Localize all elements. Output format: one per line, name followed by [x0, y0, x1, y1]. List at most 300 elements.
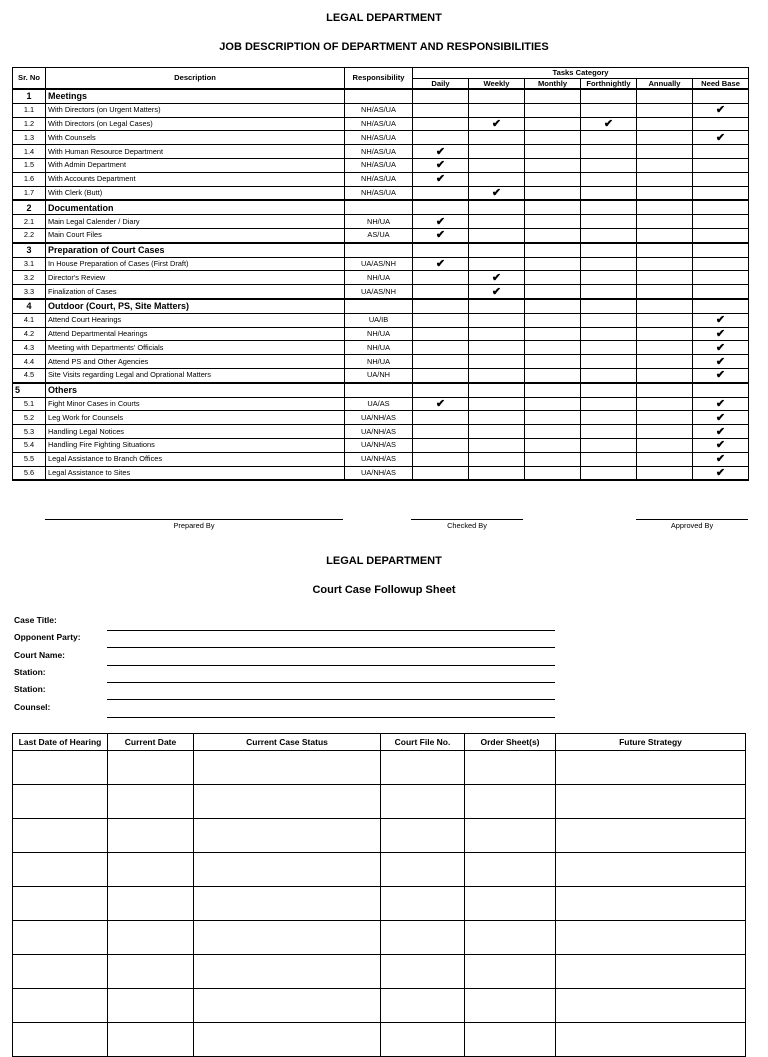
empty-cell — [693, 228, 749, 242]
empty-cell — [525, 271, 581, 285]
empty-cell — [637, 368, 693, 382]
followup-cell[interactable] — [556, 819, 746, 853]
task-number: 1.3 — [13, 131, 46, 145]
section-row — [13, 200, 749, 214]
task-number: 2.2 — [13, 228, 46, 242]
followup-cell[interactable] — [556, 989, 746, 1023]
checkmark-icon: ✔ — [413, 145, 469, 159]
checkmark-icon: ✔ — [469, 285, 525, 299]
task-responsibility: AS/UA — [345, 228, 413, 242]
followup-cell[interactable] — [381, 785, 465, 819]
task-responsibility: UA/NH/AS — [345, 466, 413, 480]
task-number: 4.2 — [13, 327, 46, 341]
empty-cell — [693, 186, 749, 200]
followup-cell[interactable] — [108, 751, 194, 785]
task-number: 3.1 — [13, 257, 46, 271]
empty-cell — [525, 228, 581, 242]
checkmark-icon: ✔ — [693, 341, 749, 355]
empty-cell — [469, 466, 525, 480]
checkmark-icon: ✔ — [693, 131, 749, 145]
followup-cell[interactable] — [108, 887, 194, 921]
task-responsibility: UA/AS — [345, 397, 413, 411]
empty-cell — [525, 215, 581, 229]
task-row — [13, 438, 749, 452]
empty-cell — [525, 327, 581, 341]
header-description: Description — [46, 68, 345, 90]
followup-cell[interactable] — [13, 751, 108, 785]
followup-department-title: LEGAL DEPARTMENT — [326, 555, 442, 567]
task-number: 4.5 — [13, 368, 46, 382]
followup-cell[interactable] — [556, 853, 746, 887]
empty-cell — [637, 257, 693, 271]
empty-cell — [525, 383, 581, 397]
header-category: Monthly — [525, 79, 581, 90]
empty-cell — [693, 299, 749, 313]
empty-cell — [469, 411, 525, 425]
task-responsibility: UA/NH/AS — [345, 452, 413, 466]
checked-by-signature: Checked By — [411, 519, 523, 530]
followup-cell[interactable] — [194, 989, 381, 1023]
followup-cell[interactable] — [381, 921, 465, 955]
checkmark-icon: ✔ — [693, 411, 749, 425]
checkmark-icon: ✔ — [469, 271, 525, 285]
section-row — [13, 383, 749, 397]
empty-cell — [637, 172, 693, 186]
task-number: 1.7 — [13, 186, 46, 200]
empty-cell — [413, 131, 469, 145]
followup-cell[interactable] — [13, 819, 108, 853]
field-label: Counsel: — [14, 701, 51, 712]
empty-cell — [581, 327, 637, 341]
followup-cell[interactable] — [194, 921, 381, 955]
empty-cell — [413, 313, 469, 327]
task-description: With Admin Department — [46, 158, 345, 172]
empty-cell — [345, 243, 413, 257]
followup-cell[interactable] — [108, 853, 194, 887]
empty-cell — [413, 438, 469, 452]
empty-cell — [469, 397, 525, 411]
task-row — [13, 452, 749, 466]
checkmark-icon: ✔ — [693, 425, 749, 439]
empty-cell — [693, 158, 749, 172]
empty-cell — [469, 215, 525, 229]
followup-cell[interactable] — [194, 751, 381, 785]
empty-cell — [345, 299, 413, 313]
section-title: Meetings — [46, 89, 345, 103]
followup-cell[interactable] — [381, 751, 465, 785]
followup-cell[interactable] — [465, 955, 556, 989]
checkmark-icon: ✔ — [413, 397, 469, 411]
followup-cell[interactable] — [465, 853, 556, 887]
empty-cell — [637, 452, 693, 466]
task-number: 5.2 — [13, 411, 46, 425]
task-row — [13, 425, 749, 439]
field-underline[interactable] — [107, 630, 555, 631]
field-underline[interactable] — [107, 717, 555, 718]
task-number: 1.4 — [13, 145, 46, 159]
task-number: 1.6 — [13, 172, 46, 186]
empty-cell — [469, 103, 525, 117]
section-row — [13, 299, 749, 313]
checkmark-icon: ✔ — [693, 397, 749, 411]
empty-cell — [525, 243, 581, 257]
empty-cell — [637, 327, 693, 341]
task-number: 5.5 — [13, 452, 46, 466]
field-label: Station: — [14, 666, 46, 677]
task-row — [13, 145, 749, 159]
empty-cell — [581, 186, 637, 200]
empty-cell — [581, 228, 637, 242]
empty-cell — [693, 117, 749, 131]
followup-column-header: Current Case Status — [194, 734, 381, 751]
followup-cell[interactable] — [465, 785, 556, 819]
followup-column-header: Last Date of Hearing — [13, 734, 108, 751]
header-category: Need Base — [693, 79, 749, 90]
empty-cell — [637, 89, 693, 103]
empty-cell — [525, 186, 581, 200]
empty-cell — [637, 313, 693, 327]
followup-cell[interactable] — [108, 1023, 194, 1057]
field-underline[interactable] — [107, 665, 555, 666]
checkmark-icon: ✔ — [413, 172, 469, 186]
followup-cell[interactable] — [108, 785, 194, 819]
task-row — [13, 271, 749, 285]
followup-cell[interactable] — [465, 887, 556, 921]
followup-row — [13, 785, 746, 819]
task-row — [13, 257, 749, 271]
followup-cell[interactable] — [108, 819, 194, 853]
checkmark-icon: ✔ — [693, 355, 749, 369]
empty-cell — [693, 383, 749, 397]
task-number: 4.4 — [13, 355, 46, 369]
empty-cell — [693, 89, 749, 103]
section-row — [13, 89, 749, 103]
task-row — [13, 215, 749, 229]
task-description: Main Legal Calender / Diary — [46, 215, 345, 229]
empty-cell — [525, 285, 581, 299]
task-row — [13, 228, 749, 242]
section-number: 3 — [13, 243, 46, 257]
empty-cell — [581, 397, 637, 411]
task-description: With Human Resource Department — [46, 145, 345, 159]
followup-cell[interactable] — [465, 751, 556, 785]
empty-cell — [345, 200, 413, 214]
empty-cell — [637, 299, 693, 313]
followup-column-header: Order Sheet(s) — [465, 734, 556, 751]
empty-cell — [693, 215, 749, 229]
prepared-by-signature: Prepared By — [45, 519, 343, 530]
task-row — [13, 466, 749, 480]
empty-cell — [413, 466, 469, 480]
header-category: Forthnightly — [581, 79, 637, 90]
field-label: Station: — [14, 684, 46, 695]
empty-cell — [413, 299, 469, 313]
empty-cell — [637, 158, 693, 172]
empty-cell — [693, 172, 749, 186]
empty-cell — [525, 89, 581, 103]
empty-cell — [525, 397, 581, 411]
empty-cell — [637, 228, 693, 242]
empty-cell — [581, 200, 637, 214]
empty-cell — [637, 411, 693, 425]
task-description: Legal Assistance to Branch Offices — [46, 452, 345, 466]
section-row — [13, 243, 749, 257]
followup-cell[interactable] — [13, 887, 108, 921]
task-number: 1.2 — [13, 117, 46, 131]
task-row — [13, 397, 749, 411]
task-description: Director's Review — [46, 271, 345, 285]
task-responsibility: NH/UA — [345, 355, 413, 369]
task-number: 5.4 — [13, 438, 46, 452]
followup-cell[interactable] — [556, 1023, 746, 1057]
task-number: 1.5 — [13, 158, 46, 172]
empty-cell — [413, 285, 469, 299]
checkmark-icon: ✔ — [469, 117, 525, 131]
empty-cell — [581, 285, 637, 299]
empty-cell — [637, 285, 693, 299]
followup-row — [13, 1023, 746, 1057]
followup-cell[interactable] — [381, 955, 465, 989]
followup-row — [13, 989, 746, 1023]
followup-column-header: Future Strategy — [556, 734, 746, 751]
section-number: 1 — [13, 89, 46, 103]
followup-cell[interactable] — [556, 785, 746, 819]
empty-cell — [345, 89, 413, 103]
followup-cell[interactable] — [381, 853, 465, 887]
field-underline[interactable] — [107, 682, 555, 683]
followup-cell[interactable] — [194, 819, 381, 853]
task-responsibility: UA/AS/NH — [345, 257, 413, 271]
task-number: 3.2 — [13, 271, 46, 285]
empty-cell — [469, 425, 525, 439]
empty-cell — [413, 103, 469, 117]
task-responsibility: NH/UA — [345, 341, 413, 355]
followup-cell[interactable] — [381, 819, 465, 853]
followup-cell[interactable] — [108, 955, 194, 989]
task-row — [13, 341, 749, 355]
empty-cell — [581, 299, 637, 313]
empty-cell — [637, 131, 693, 145]
empty-cell — [469, 145, 525, 159]
followup-cell[interactable] — [194, 785, 381, 819]
task-row — [13, 103, 749, 117]
empty-cell — [581, 215, 637, 229]
task-responsibility: UA/NH — [345, 368, 413, 382]
field-label: Opponent Party: — [14, 632, 81, 643]
task-responsibility: NH/UA — [345, 327, 413, 341]
task-row — [13, 158, 749, 172]
empty-cell — [525, 425, 581, 439]
followup-cell[interactable] — [13, 853, 108, 887]
section-title: Documentation — [46, 200, 345, 214]
empty-cell — [637, 145, 693, 159]
empty-cell — [413, 200, 469, 214]
checkmark-icon: ✔ — [693, 313, 749, 327]
followup-row — [13, 853, 746, 887]
field-underline[interactable] — [107, 699, 555, 700]
empty-cell — [469, 158, 525, 172]
followup-cell[interactable] — [381, 989, 465, 1023]
task-responsibility: UA/NH/AS — [345, 438, 413, 452]
empty-cell — [581, 313, 637, 327]
task-description: With Directors (on Urgent Matters) — [46, 103, 345, 117]
followup-cell[interactable] — [381, 1023, 465, 1057]
empty-cell — [525, 438, 581, 452]
task-row — [13, 131, 749, 145]
followup-cell[interactable] — [465, 989, 556, 1023]
empty-cell — [581, 411, 637, 425]
empty-cell — [637, 215, 693, 229]
task-description: Leg Work for Counsels — [46, 411, 345, 425]
header-category: Annually — [637, 79, 693, 90]
empty-cell — [413, 117, 469, 131]
task-row — [13, 313, 749, 327]
followup-cell[interactable] — [13, 989, 108, 1023]
empty-cell — [693, 257, 749, 271]
followup-cell[interactable] — [194, 1023, 381, 1057]
empty-cell — [469, 299, 525, 313]
followup-row — [13, 819, 746, 853]
field-underline[interactable] — [107, 647, 555, 648]
empty-cell — [469, 327, 525, 341]
empty-cell — [413, 411, 469, 425]
followup-cell[interactable] — [465, 819, 556, 853]
followup-cell[interactable] — [194, 887, 381, 921]
followup-cell[interactable] — [381, 887, 465, 921]
empty-cell — [525, 466, 581, 480]
empty-cell — [469, 313, 525, 327]
empty-cell — [413, 271, 469, 285]
checkmark-icon: ✔ — [581, 117, 637, 131]
empty-cell — [469, 89, 525, 103]
followup-cell[interactable] — [556, 887, 746, 921]
empty-cell — [469, 341, 525, 355]
followup-cell[interactable] — [465, 1023, 556, 1057]
task-number: 5.6 — [13, 466, 46, 480]
job-description-table — [12, 67, 749, 481]
followup-cell[interactable] — [13, 785, 108, 819]
task-description: In House Preparation of Cases (First Draft) — [46, 257, 345, 271]
task-description: Site Visits regarding Legal and Oprational Matters — [46, 368, 345, 382]
followup-cell[interactable] — [556, 955, 746, 989]
task-number: 4.3 — [13, 341, 46, 355]
empty-cell — [581, 383, 637, 397]
empty-cell — [525, 313, 581, 327]
task-description: Handling Fire Fighting Situations — [46, 438, 345, 452]
empty-cell — [345, 383, 413, 397]
empty-cell — [413, 89, 469, 103]
followup-cell[interactable] — [194, 853, 381, 887]
empty-cell — [693, 200, 749, 214]
empty-cell — [525, 257, 581, 271]
followup-row — [13, 751, 746, 785]
followup-cell[interactable] — [556, 921, 746, 955]
empty-cell — [637, 341, 693, 355]
followup-cell[interactable] — [13, 921, 108, 955]
empty-cell — [525, 452, 581, 466]
header-sr-no: Sr. No — [13, 68, 46, 90]
empty-cell — [525, 103, 581, 117]
header-category: Daily — [413, 79, 469, 90]
task-description: Legal Assistance to Sites — [46, 466, 345, 480]
empty-cell — [637, 466, 693, 480]
task-description: Attend PS and Other Agencies — [46, 355, 345, 369]
empty-cell — [581, 145, 637, 159]
empty-cell — [525, 131, 581, 145]
department-title: LEGAL DEPARTMENT — [326, 12, 442, 24]
empty-cell — [413, 341, 469, 355]
empty-cell — [525, 299, 581, 313]
checkmark-icon: ✔ — [693, 438, 749, 452]
empty-cell — [637, 103, 693, 117]
empty-cell — [525, 172, 581, 186]
empty-cell — [581, 341, 637, 355]
empty-cell — [581, 452, 637, 466]
task-responsibility: NH/AS/UA — [345, 131, 413, 145]
task-number: 1.1 — [13, 103, 46, 117]
task-number: 3.3 — [13, 285, 46, 299]
empty-cell — [581, 438, 637, 452]
job-description-title: JOB DESCRIPTION OF DEPARTMENT AND RESPONSIBILITIES — [219, 41, 549, 53]
empty-cell — [469, 452, 525, 466]
empty-cell — [693, 145, 749, 159]
section-number: 5 — [13, 383, 46, 397]
task-description: Handling Legal Notices — [46, 425, 345, 439]
task-number: 5.3 — [13, 425, 46, 439]
followup-cell[interactable] — [108, 989, 194, 1023]
empty-cell — [413, 425, 469, 439]
checkmark-icon: ✔ — [693, 103, 749, 117]
task-responsibility: UA/NH/AS — [345, 411, 413, 425]
task-description: With Accounts Department — [46, 172, 345, 186]
followup-cell[interactable] — [13, 1023, 108, 1057]
section-number: 4 — [13, 299, 46, 313]
empty-cell — [469, 243, 525, 257]
task-responsibility: NH/AS/UA — [345, 158, 413, 172]
checkmark-icon: ✔ — [413, 257, 469, 271]
followup-cell[interactable] — [194, 955, 381, 989]
empty-cell — [581, 243, 637, 257]
checkmark-icon: ✔ — [693, 327, 749, 341]
checkmark-icon: ✔ — [413, 158, 469, 172]
empty-cell — [525, 411, 581, 425]
empty-cell — [581, 103, 637, 117]
followup-cell[interactable] — [13, 955, 108, 989]
empty-cell — [637, 355, 693, 369]
empty-cell — [413, 355, 469, 369]
task-row — [13, 285, 749, 299]
empty-cell — [637, 425, 693, 439]
empty-cell — [581, 368, 637, 382]
empty-cell — [693, 243, 749, 257]
followup-row — [13, 955, 746, 989]
empty-cell — [469, 172, 525, 186]
followup-column-header: Current Date — [108, 734, 194, 751]
task-row — [13, 411, 749, 425]
task-number: 4.1 — [13, 313, 46, 327]
empty-cell — [525, 355, 581, 369]
section-title: Outdoor (Court, PS, Site Matters) — [46, 299, 345, 313]
empty-cell — [469, 383, 525, 397]
task-row — [13, 186, 749, 200]
task-row — [13, 355, 749, 369]
empty-cell — [581, 172, 637, 186]
empty-cell — [413, 452, 469, 466]
followup-cell[interactable] — [465, 921, 556, 955]
followup-row — [13, 921, 746, 955]
followup-cell[interactable] — [556, 751, 746, 785]
followup-cell[interactable] — [108, 921, 194, 955]
